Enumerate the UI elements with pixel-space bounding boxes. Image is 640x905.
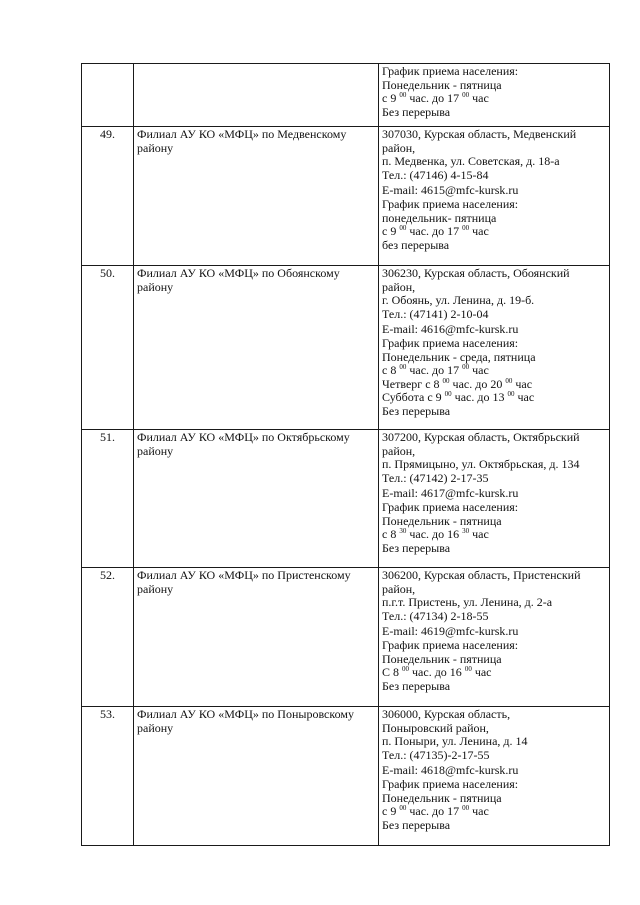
offices-table-body: [82, 64, 610, 846]
info-line: Понедельник - среда, пятница: [382, 349, 536, 364]
info-line: Без перерыва: [382, 403, 451, 418]
hours-text: час: [469, 224, 489, 239]
minutes-superscript: 00: [399, 91, 407, 100]
info-line: район,: [382, 279, 416, 294]
table-row: [82, 64, 610, 127]
info-line: район,: [382, 140, 416, 155]
minutes-superscript: 00: [442, 376, 450, 385]
hours-text: час. до 17: [406, 91, 463, 106]
schedule-hours-line: [382, 225, 606, 239]
info-line: График приема населения:: [382, 776, 519, 791]
schedule-hours-line: [382, 805, 606, 819]
branch-info: [379, 64, 610, 127]
table-row: [82, 430, 610, 568]
branch-info: [379, 568, 610, 707]
hours-text: с 8: [382, 363, 400, 378]
hours-text: час: [469, 527, 489, 542]
schedule-hours-line: [382, 92, 606, 106]
hours-text: час. до 17: [406, 224, 463, 239]
minutes-superscript: 00: [462, 224, 470, 233]
info-line: п. Прямицыно, ул. Октябрьская, д. 134: [382, 457, 580, 472]
schedule-hours-line: [382, 391, 606, 405]
offices-table: [81, 63, 610, 846]
info-line: E-mail: 4615@mfc-kursk.ru: [382, 183, 519, 198]
row-number: 50.: [82, 266, 134, 430]
minutes-superscript: 30: [462, 527, 470, 536]
info-line: График приема населения:: [382, 499, 519, 514]
minutes-superscript: 00: [462, 804, 470, 813]
info-line: г. Обоянь, ул. Ленина, д. 19-б.: [382, 293, 535, 308]
branch-name: Филиал АУ КО «МФЦ» по Обоянскому району: [134, 266, 379, 430]
row-number: 53.: [82, 707, 134, 846]
minutes-superscript: 30: [399, 527, 407, 536]
info-line: График приема населения:: [382, 637, 519, 652]
minutes-superscript: 00: [462, 91, 470, 100]
hours-text: час. до 17: [406, 804, 463, 819]
info-line: понедельник- пятница: [382, 210, 497, 225]
info-line: район,: [382, 581, 416, 596]
info-line: Тел.: (47134) 2-18-55: [382, 608, 489, 623]
schedule-hours-line: [382, 364, 606, 378]
hours-text: С 8: [382, 665, 403, 680]
info-line: Понедельник - пятница: [382, 790, 502, 805]
info-line: График приема населения:: [382, 196, 519, 211]
hours-text: час: [469, 91, 489, 106]
branch-name: Филиал АУ КО «МФЦ» по Пристенскому району: [134, 568, 379, 707]
info-line: E-mail: 4616@mfc-kursk.ru: [382, 322, 519, 337]
table-row: [82, 707, 610, 846]
row-number: [82, 64, 134, 127]
info-line: Без перерыва: [382, 540, 451, 555]
hours-text: час: [469, 804, 489, 819]
hours-text: Суббота с 9: [382, 390, 445, 405]
info-line: п.г.т. Пристень, ул. Ленина, д. 2-а: [382, 595, 553, 610]
minutes-superscript: 00: [505, 376, 513, 385]
info-line: п. Поныри, ул. Ленина, д. 14: [382, 734, 528, 749]
table-row: [82, 568, 610, 707]
info-line: Тел.: (47142) 2-17-35: [382, 470, 489, 485]
info-line: Тел.: (47135)-2-17-55: [382, 747, 490, 762]
hours-text: час. до 16: [409, 665, 465, 680]
branch-info: [379, 707, 610, 846]
info-line: График приема населения:: [382, 335, 519, 350]
info-line: E-mail: 4618@mfc-kursk.ru: [382, 763, 519, 778]
minutes-superscript: 00: [507, 390, 515, 399]
minutes-superscript: 00: [462, 363, 470, 372]
hours-text: час. до 16: [406, 527, 463, 542]
info-line: Тел.: (47141) 2-10-04: [382, 306, 489, 321]
row-number: 49.: [82, 127, 134, 266]
hours-text: час. до 20: [449, 376, 506, 391]
branch-name: Филиал АУ КО «МФЦ» по Октябрьскому району: [134, 430, 379, 568]
minutes-superscript: 00: [399, 363, 407, 372]
minutes-superscript: 00: [399, 804, 407, 813]
info-line: п. Медвенка, ул. Советская, д. 18-а: [382, 154, 560, 169]
row-number: 52.: [82, 568, 134, 707]
info-line: Без перерыва: [382, 817, 451, 832]
info-line: Понедельник - пятница: [382, 651, 502, 666]
hours-text: час. до 13: [451, 390, 508, 405]
schedule-hours-line: [382, 378, 606, 392]
branch-info: [379, 127, 610, 266]
branch-name: Филиал АУ КО «МФЦ» по Медвенскому району: [134, 127, 379, 266]
branch-name: Филиал АУ КО «МФЦ» по Поныровскому району: [134, 707, 379, 846]
minutes-superscript: 00: [399, 224, 407, 233]
info-line: Понедельник - пятница: [382, 513, 502, 528]
hours-text: с 8: [382, 527, 400, 542]
hours-text: с 9: [382, 804, 400, 819]
hours-text: с 9: [382, 91, 400, 106]
info-line: Без перерыва: [382, 678, 451, 693]
hours-text: час: [471, 665, 492, 680]
table-row: [82, 266, 610, 430]
minutes-superscript: 00: [464, 665, 472, 674]
info-line: График приема населения:: [382, 64, 519, 78]
hours-text: час: [514, 390, 535, 405]
schedule-hours-line: [382, 528, 606, 542]
info-line: 307200, Курская область, Октябрьский: [382, 430, 580, 444]
schedule-hours-line: [382, 666, 606, 680]
minutes-superscript: 00: [444, 390, 452, 399]
info-line: 306200, Курская область, Пристенский: [382, 568, 581, 582]
hours-text: час: [469, 363, 489, 378]
hours-text: час: [512, 376, 533, 391]
info-line: без перерыва: [382, 237, 450, 252]
hours-text: час. до 17: [406, 363, 463, 378]
info-line: Тел.: (47146) 4-15-84: [382, 167, 489, 182]
branch-info: [379, 266, 610, 430]
info-line: Понедельник - пятница: [382, 77, 502, 92]
info-line: 307030, Курская область, Медвенский: [382, 127, 577, 141]
branch-info: [379, 430, 610, 568]
info-line: 306230, Курская область, Обоянский: [382, 266, 570, 280]
minutes-superscript: 00: [402, 665, 410, 674]
info-line: 306000, Курская область,: [382, 707, 511, 721]
info-line: Без перерыва: [382, 104, 451, 119]
info-line: E-mail: 4619@mfc-kursk.ru: [382, 624, 519, 639]
table-row: [82, 127, 610, 266]
info-line: Поныровский район,: [382, 720, 489, 735]
info-line: E-mail: 4617@mfc-kursk.ru: [382, 486, 519, 501]
hours-text: Четверг с 8: [382, 376, 443, 391]
row-number: 51.: [82, 430, 134, 568]
info-line: район,: [382, 443, 416, 458]
hours-text: с 9: [382, 224, 400, 239]
branch-name: [134, 64, 379, 127]
